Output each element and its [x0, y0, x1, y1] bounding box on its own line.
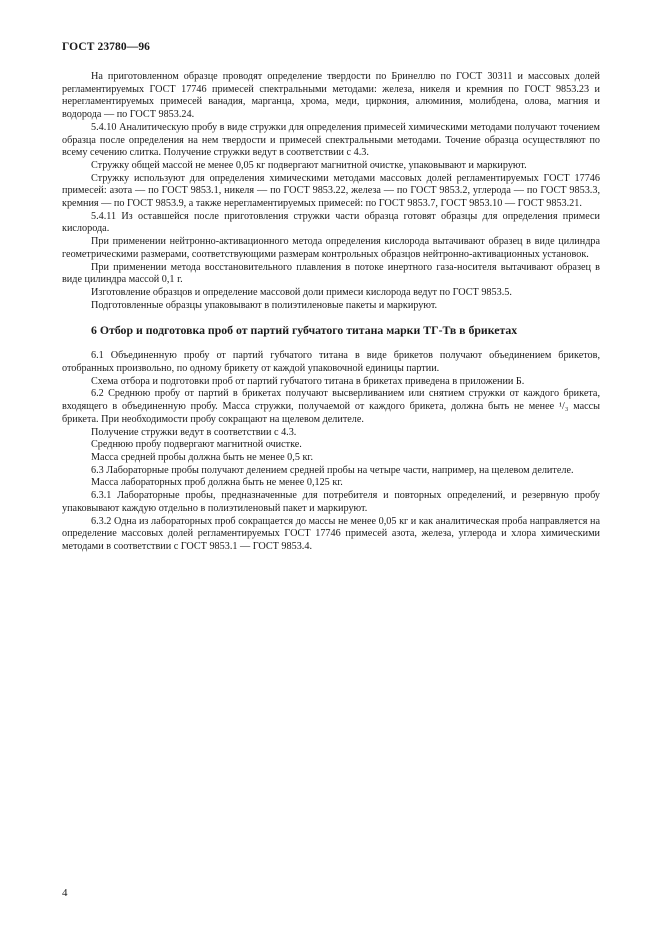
paragraph: Стружку общей массой не менее 0,05 кг подвергают магнитной очистке, упаковывают и маркируют.: [91, 159, 527, 171]
paragraph: 6.3.1 Лабораторные пробы, предназначенные для потребителя и повторных определений, и резервную пробу упаковывают каждую отдельно в полиэтиленовый пакет и маркируют.: [62, 490, 600, 514]
paragraph: При применении метода восстановительного плавления в потоке инертного газа-носителя вытачивают образец в виде цилиндра массой 0,1 г.: [62, 261, 600, 286]
paragraph: Изготовление образцов и определение массовой доли примеси кислорода ведут по ГОСТ 9853.5.: [91, 286, 512, 298]
paragraph: 6.1 Объединенную пробу от партий губчатого титана в виде брикетов получают объединением брикетов, отобранных произвольно, по одному брикету от каждой упаковочной единицы партии.: [62, 350, 600, 375]
document-body: [62, 71, 600, 554]
paragraph: Получение стружки ведут в соответствии с 4.3.: [91, 426, 297, 438]
paragraph: 6.3.2 Одна из лабораторных проб сокращается до массы не менее 0,05 кг и как аналитическая проба направляется на определение массовых долей регламентируемых ГОСТ 17746 примесей азота, железа, углерода и хлора химическими методами в соответствии с ГОСТ 9853.1 — ГОСТ 9853.4.: [62, 515, 600, 552]
paragraph: Подготовленные образцы упаковывают в полиэтиленовые пакеты и маркируют.: [91, 299, 438, 311]
paragraph: 6.2 Среднюю пробу от партий в брикетах получают высверливанием или снятием стружки от каждого брикета, входящего в объединенную пробу. Масса стружки, получаемой от каждого брикета, должна быть не менее ¹/₃ массы брикета. При необходимости пробу сокращают на щелевом делителе.: [62, 388, 600, 425]
document-header: ГОСТ 23780—96: [62, 41, 151, 53]
paragraph: Масса лабораторных проб должна быть не менее 0,125 кг.: [91, 477, 343, 489]
paragraph: Стружку используют для определения химическими методами массовых долей регламентируемых ГОСТ 17746 примесей: азота — по ГОСТ 9853.1, никеля — по ГОСТ 9853.22, железа — по ГОСТ 9853.2, углерода — по ГОСТ 9853.3, кремния — по ГОСТ 9853.9, а также нерегламентируемых примесей: по ГОСТ 9853.7, ГОСТ 9853.10 — ГОСТ 9853.21.: [62, 172, 600, 210]
paragraph: 5.4.10 Аналитическую пробу в виде стружки для определения примесей химическими методами получают точением образца после определения на нем твердости и примесей спектральными методами. Точение образца осуществляют по всему сечению слитка. Получение стружки ведут в соответствии с 4.3.: [62, 121, 600, 159]
paragraph: На приготовленном образце проводят определение твердости по Бринеллю по ГОСТ 30311 и массовых долей регламентируемых ГОСТ 17746 примесей спектральными методами: железа, никеля и кремния по ГОСТ 9853.23 и нерегламентируемых примесей ванадия, марганца, хрома, меди, циркония, алюминия, молибдена, олова, магния и водорода — по ГОСТ 9853.24.: [62, 71, 600, 121]
paragraph: Масса средней пробы должна быть не менее 0,5 кг.: [91, 451, 313, 463]
paragraph: Схема отбора и подготовки проб от партий губчатого титана в брикетах приведена в приложении Б.: [91, 375, 525, 387]
section-heading: 6 Отбор и подготовка проб от партий губчатого титана марки ТГ-Тв в брикетах: [91, 323, 518, 338]
paragraph: 5.4.11 Из оставшейся после приготовления стружки части образца готовят образцы для определения примеси кислорода.: [62, 210, 600, 235]
paragraph: При применении нейтронно-активационного метода определения кислорода вытачивают образец в виде цилиндра геометрическими размерами, соответствующими размерам контрольных образцов нейтронно-активационных установок.: [62, 236, 600, 260]
paragraph: Среднюю пробу подвергают магнитной очистке.: [91, 439, 302, 451]
paragraph: 6.3 Лабораторные пробы получают делением средней пробы на четыре части, например, на щелевом делителе.: [91, 464, 574, 476]
page-number: 4: [62, 887, 68, 899]
